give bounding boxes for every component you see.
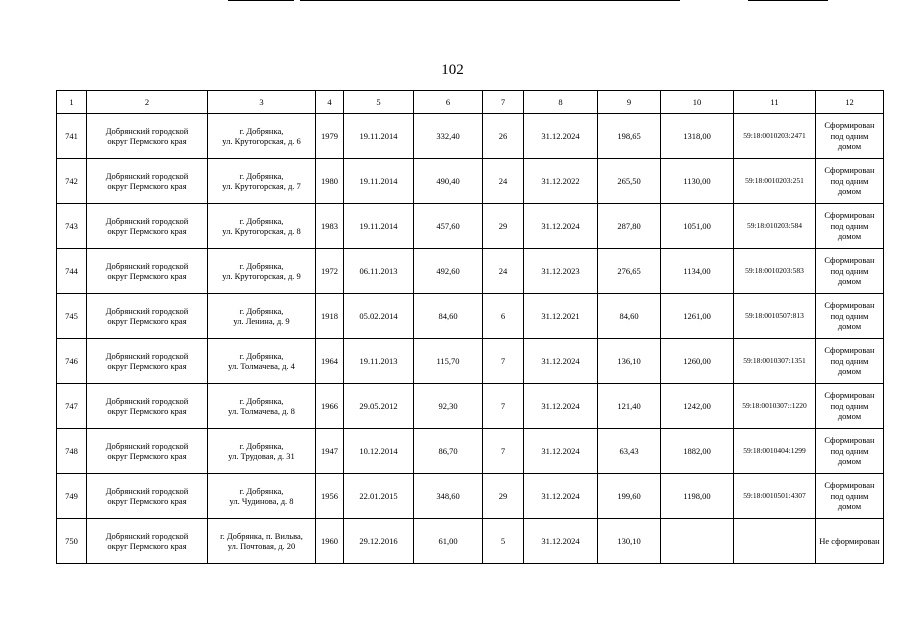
area-cell: 86,70	[414, 429, 483, 474]
living-area-cell: 121,40	[598, 384, 661, 429]
land-status-line-1: Сформирован	[824, 165, 875, 176]
year-cell: 1960	[316, 519, 344, 564]
address-cell	[208, 249, 316, 294]
address-cell	[208, 474, 316, 519]
land-status-line-1: Сформирован	[824, 390, 875, 401]
municipality-line-2: округ Пермского края	[107, 271, 187, 281]
area-cell: 115,70	[414, 339, 483, 384]
cadastral-number-cell: 59:18:0010404:1299	[734, 429, 816, 474]
land-status-line-3: домом	[837, 141, 862, 152]
land-status-line-3: домом	[837, 366, 862, 377]
row-number-cell: 743	[57, 204, 87, 249]
deadline-cell: 31.12.2024	[524, 114, 598, 159]
date-cell: 29.12.2016	[344, 519, 414, 564]
address-line-1: г. Добрянка,	[239, 395, 284, 406]
land-status-line-2: под одним	[830, 265, 869, 276]
address-line-2: ул. Трудовая, д. 31	[228, 451, 295, 461]
land-status-line-3: домом	[837, 276, 862, 287]
header-cell-4: 4	[316, 91, 344, 114]
year-cell: 1918	[316, 294, 344, 339]
row-number-cell: 744	[57, 249, 87, 294]
land-status-cell	[816, 339, 884, 384]
table-row	[57, 519, 884, 564]
header-cell-9: 9	[598, 91, 661, 114]
year-cell: 1947	[316, 429, 344, 474]
deadline-cell: 31.12.2021	[524, 294, 598, 339]
land-area-cell	[661, 519, 734, 564]
date-cell: 29.05.2012	[344, 384, 414, 429]
deadline-cell: 31.12.2023	[524, 249, 598, 294]
municipality-cell	[87, 114, 208, 159]
row-number-cell: 747	[57, 384, 87, 429]
land-status-line-1: Сформирован	[824, 210, 875, 221]
living-area-cell: 265,50	[598, 159, 661, 204]
area-cell: 61,00	[414, 519, 483, 564]
residents-cell: 29	[483, 204, 524, 249]
deadline-cell: 31.12.2022	[524, 159, 598, 204]
address-line-1: г. Добрянка,	[239, 125, 284, 136]
residents-cell: 26	[483, 114, 524, 159]
land-status-line-1: Сформирован	[824, 435, 875, 446]
housing-registry-table	[56, 90, 884, 564]
table-row	[57, 114, 884, 159]
municipality-line-1: Добрянский городской	[105, 170, 189, 181]
land-status-line-2: под одним	[830, 310, 869, 321]
address-cell	[208, 294, 316, 339]
table-row	[57, 204, 884, 249]
row-number-cell: 748	[57, 429, 87, 474]
deadline-cell: 31.12.2024	[524, 474, 598, 519]
land-status-cell	[816, 519, 884, 564]
land-status-line-2: под одним	[830, 220, 869, 231]
residents-cell: 24	[483, 159, 524, 204]
header-cell-7: 7	[483, 91, 524, 114]
municipality-cell	[87, 159, 208, 204]
table-body	[57, 91, 884, 564]
land-status-line-3: домом	[837, 501, 862, 512]
cadastral-number-cell	[734, 519, 816, 564]
residents-cell: 5	[483, 519, 524, 564]
address-line-1: г. Добрянка,	[239, 170, 284, 181]
top-rule-center	[300, 0, 680, 1]
date-cell: 05.02.2014	[344, 294, 414, 339]
land-status-cell	[816, 384, 884, 429]
residents-cell: 7	[483, 429, 524, 474]
cadastral-number-cell: 59:18:0010501:4307	[734, 474, 816, 519]
land-status-line-3: домом	[837, 186, 862, 197]
year-cell: 1972	[316, 249, 344, 294]
table-row	[57, 339, 884, 384]
land-area-cell: 1318,00	[661, 114, 734, 159]
deadline-cell: 31.12.2024	[524, 519, 598, 564]
land-status-cell	[816, 204, 884, 249]
municipality-cell	[87, 294, 208, 339]
land-status-line-1: Сформирован	[824, 480, 875, 491]
address-line-1: г. Добрянка,	[239, 350, 284, 361]
land-area-cell: 1242,00	[661, 384, 734, 429]
land-area-cell: 1882,00	[661, 429, 734, 474]
land-status-cell	[816, 429, 884, 474]
address-line-2: ул. Крутогорская, д. 9	[222, 271, 301, 281]
cadastral-number-cell: 59:18:0010203:251	[734, 159, 816, 204]
land-status-line-1: Сформирован	[824, 345, 875, 356]
municipality-line-2: округ Пермского края	[107, 541, 187, 551]
municipality-line-1: Добрянский городской	[105, 215, 189, 226]
table-row	[57, 159, 884, 204]
address-cell	[208, 159, 316, 204]
date-cell: 22.01.2015	[344, 474, 414, 519]
land-status-cell	[816, 159, 884, 204]
address-line-1: г. Добрянка,	[239, 485, 284, 496]
address-cell	[208, 114, 316, 159]
address-line-2: ул. Крутогорская, д. 7	[222, 181, 301, 191]
year-cell: 1980	[316, 159, 344, 204]
municipality-line-1: Добрянский городской	[105, 260, 189, 271]
municipality-cell	[87, 339, 208, 384]
date-cell: 06.11.2013	[344, 249, 414, 294]
address-line-2: ул. Ленина, д. 9	[233, 316, 290, 326]
municipality-line-2: округ Пермского края	[107, 316, 187, 326]
land-area-cell: 1198,00	[661, 474, 734, 519]
land-status-line-3: домом	[837, 411, 862, 422]
land-status-line-3: домом	[837, 231, 862, 242]
residents-cell: 7	[483, 339, 524, 384]
area-cell: 490,40	[414, 159, 483, 204]
living-area-cell: 276,65	[598, 249, 661, 294]
table-row	[57, 474, 884, 519]
municipality-cell	[87, 204, 208, 249]
land-area-cell: 1260,00	[661, 339, 734, 384]
address-line-2: ул. Толмачева, д. 4	[228, 361, 295, 371]
municipality-line-1: Добрянский городской	[105, 350, 189, 361]
municipality-line-2: округ Пермского края	[107, 496, 187, 506]
cadastral-number-cell: 59:18:0010307::1220	[734, 384, 816, 429]
land-status-line-2: под одним	[830, 445, 869, 456]
municipality-line-1: Добрянский городской	[105, 395, 189, 406]
address-cell	[208, 204, 316, 249]
municipality-line-1: Добрянский городской	[105, 305, 189, 316]
municipality-line-2: округ Пермского края	[107, 226, 187, 236]
date-cell: 19.11.2014	[344, 159, 414, 204]
cadastral-number-cell: 59:18:0010203:2471	[734, 114, 816, 159]
residents-cell: 29	[483, 474, 524, 519]
address-line-1: г. Добрянка,	[239, 305, 284, 316]
municipality-line-2: округ Пермского края	[107, 406, 187, 416]
land-area-cell: 1051,00	[661, 204, 734, 249]
row-number-cell: 746	[57, 339, 87, 384]
table-row	[57, 294, 884, 339]
address-line-1: г. Добрянка,	[239, 440, 284, 451]
deadline-cell: 31.12.2024	[524, 384, 598, 429]
deadline-cell: 31.12.2024	[524, 339, 598, 384]
address-line-2: ул. Толмачева, д. 8	[228, 406, 295, 416]
address-line-1: г. Добрянка,	[239, 260, 284, 271]
living-area-cell: 287,80	[598, 204, 661, 249]
address-line-1: г. Добрянка, п. Вильва,	[220, 530, 303, 541]
municipality-cell	[87, 519, 208, 564]
land-status-line-2: под одним	[830, 130, 869, 141]
land-area-cell: 1261,00	[661, 294, 734, 339]
row-number-cell: 745	[57, 294, 87, 339]
row-number-cell: 749	[57, 474, 87, 519]
header-cell-5: 5	[344, 91, 414, 114]
land-status-line-1: Сформирован	[824, 300, 875, 311]
municipality-line-1: Добрянский городской	[105, 125, 189, 136]
row-number-cell: 741	[57, 114, 87, 159]
address-line-2: ул. Крутогорская, д. 8	[222, 226, 301, 236]
municipality-line-1: Добрянский городской	[105, 440, 189, 451]
address-line-2: ул. Чудинова, д. 8	[229, 496, 294, 506]
land-status-line-1: Сформирован	[824, 120, 875, 131]
land-status-cell	[816, 474, 884, 519]
municipality-line-2: округ Пермского края	[107, 136, 187, 146]
municipality-line-2: округ Пермского края	[107, 451, 187, 461]
year-cell: 1979	[316, 114, 344, 159]
land-area-cell: 1130,00	[661, 159, 734, 204]
area-cell: 84,60	[414, 294, 483, 339]
address-cell	[208, 384, 316, 429]
header-cell-3: 3	[208, 91, 316, 114]
date-cell: 19.11.2013	[344, 339, 414, 384]
date-cell: 19.11.2014	[344, 204, 414, 249]
land-status-line-3: домом	[837, 321, 862, 332]
top-rule-left	[228, 0, 294, 1]
address-line-2: ул. Почтовая, д. 20	[227, 541, 296, 551]
area-cell: 457,60	[414, 204, 483, 249]
cadastral-number-cell: 59:18:0010307:1351	[734, 339, 816, 384]
cadastral-number-cell: 59:18:0010507:813	[734, 294, 816, 339]
municipality-cell	[87, 249, 208, 294]
table-row	[57, 429, 884, 474]
land-status-line-2: под одним	[830, 490, 869, 501]
row-number-cell: 750	[57, 519, 87, 564]
land-status-line-2: под одним	[830, 400, 869, 411]
date-cell: 19.11.2014	[344, 114, 414, 159]
residents-cell: 24	[483, 249, 524, 294]
row-number-cell: 742	[57, 159, 87, 204]
header-cell-12: 12	[816, 91, 884, 114]
address-line-2: ул. Крутогорская, д. 6	[222, 136, 301, 146]
land-status-cell	[816, 294, 884, 339]
living-area-cell: 84,60	[598, 294, 661, 339]
cadastral-number-cell: 59:18:0010203:583	[734, 249, 816, 294]
area-cell: 92,30	[414, 384, 483, 429]
municipality-line-1: Добрянский городской	[105, 485, 189, 496]
land-status-line-2: под одним	[830, 175, 869, 186]
municipality-cell	[87, 429, 208, 474]
address-cell	[208, 519, 316, 564]
header-cell-10: 10	[661, 91, 734, 114]
deadline-cell: 31.12.2024	[524, 204, 598, 249]
municipality-cell	[87, 474, 208, 519]
municipality-line-2: округ Пермского края	[107, 181, 187, 191]
land-status-line-3: домом	[837, 456, 862, 467]
page-number: 102	[441, 62, 464, 78]
municipality-line-1: Добрянский городской	[105, 530, 189, 541]
residents-cell: 7	[483, 384, 524, 429]
municipality-cell	[87, 384, 208, 429]
header-row	[57, 91, 884, 114]
address-cell	[208, 429, 316, 474]
cadastral-number-cell: 59:18:010203:584	[734, 204, 816, 249]
header-cell-8: 8	[524, 91, 598, 114]
area-cell: 348,60	[414, 474, 483, 519]
header-cell-2: 2	[87, 91, 208, 114]
top-rule-right	[748, 0, 828, 1]
living-area-cell: 199,60	[598, 474, 661, 519]
year-cell: 1956	[316, 474, 344, 519]
living-area-cell: 130,10	[598, 519, 661, 564]
living-area-cell: 198,65	[598, 114, 661, 159]
land-status-line-1: Не сформирован	[819, 535, 880, 546]
area-cell: 492,60	[414, 249, 483, 294]
table-row	[57, 249, 884, 294]
year-cell: 1966	[316, 384, 344, 429]
municipality-line-2: округ Пермского края	[107, 361, 187, 371]
deadline-cell: 31.12.2024	[524, 429, 598, 474]
residents-cell: 6	[483, 294, 524, 339]
table-row	[57, 384, 884, 429]
header-cell-6: 6	[414, 91, 483, 114]
land-status-cell	[816, 249, 884, 294]
land-status-line-2: под одним	[830, 355, 869, 366]
address-line-1: г. Добрянка,	[239, 215, 284, 226]
address-cell	[208, 339, 316, 384]
living-area-cell: 63,43	[598, 429, 661, 474]
area-cell: 332,40	[414, 114, 483, 159]
land-status-line-1: Сформирован	[824, 255, 875, 266]
header-cell-11: 11	[734, 91, 816, 114]
year-cell: 1964	[316, 339, 344, 384]
year-cell: 1983	[316, 204, 344, 249]
header-cell-1: 1	[57, 91, 87, 114]
land-area-cell: 1134,00	[661, 249, 734, 294]
living-area-cell: 136,10	[598, 339, 661, 384]
date-cell: 10.12.2014	[344, 429, 414, 474]
land-status-cell	[816, 114, 884, 159]
